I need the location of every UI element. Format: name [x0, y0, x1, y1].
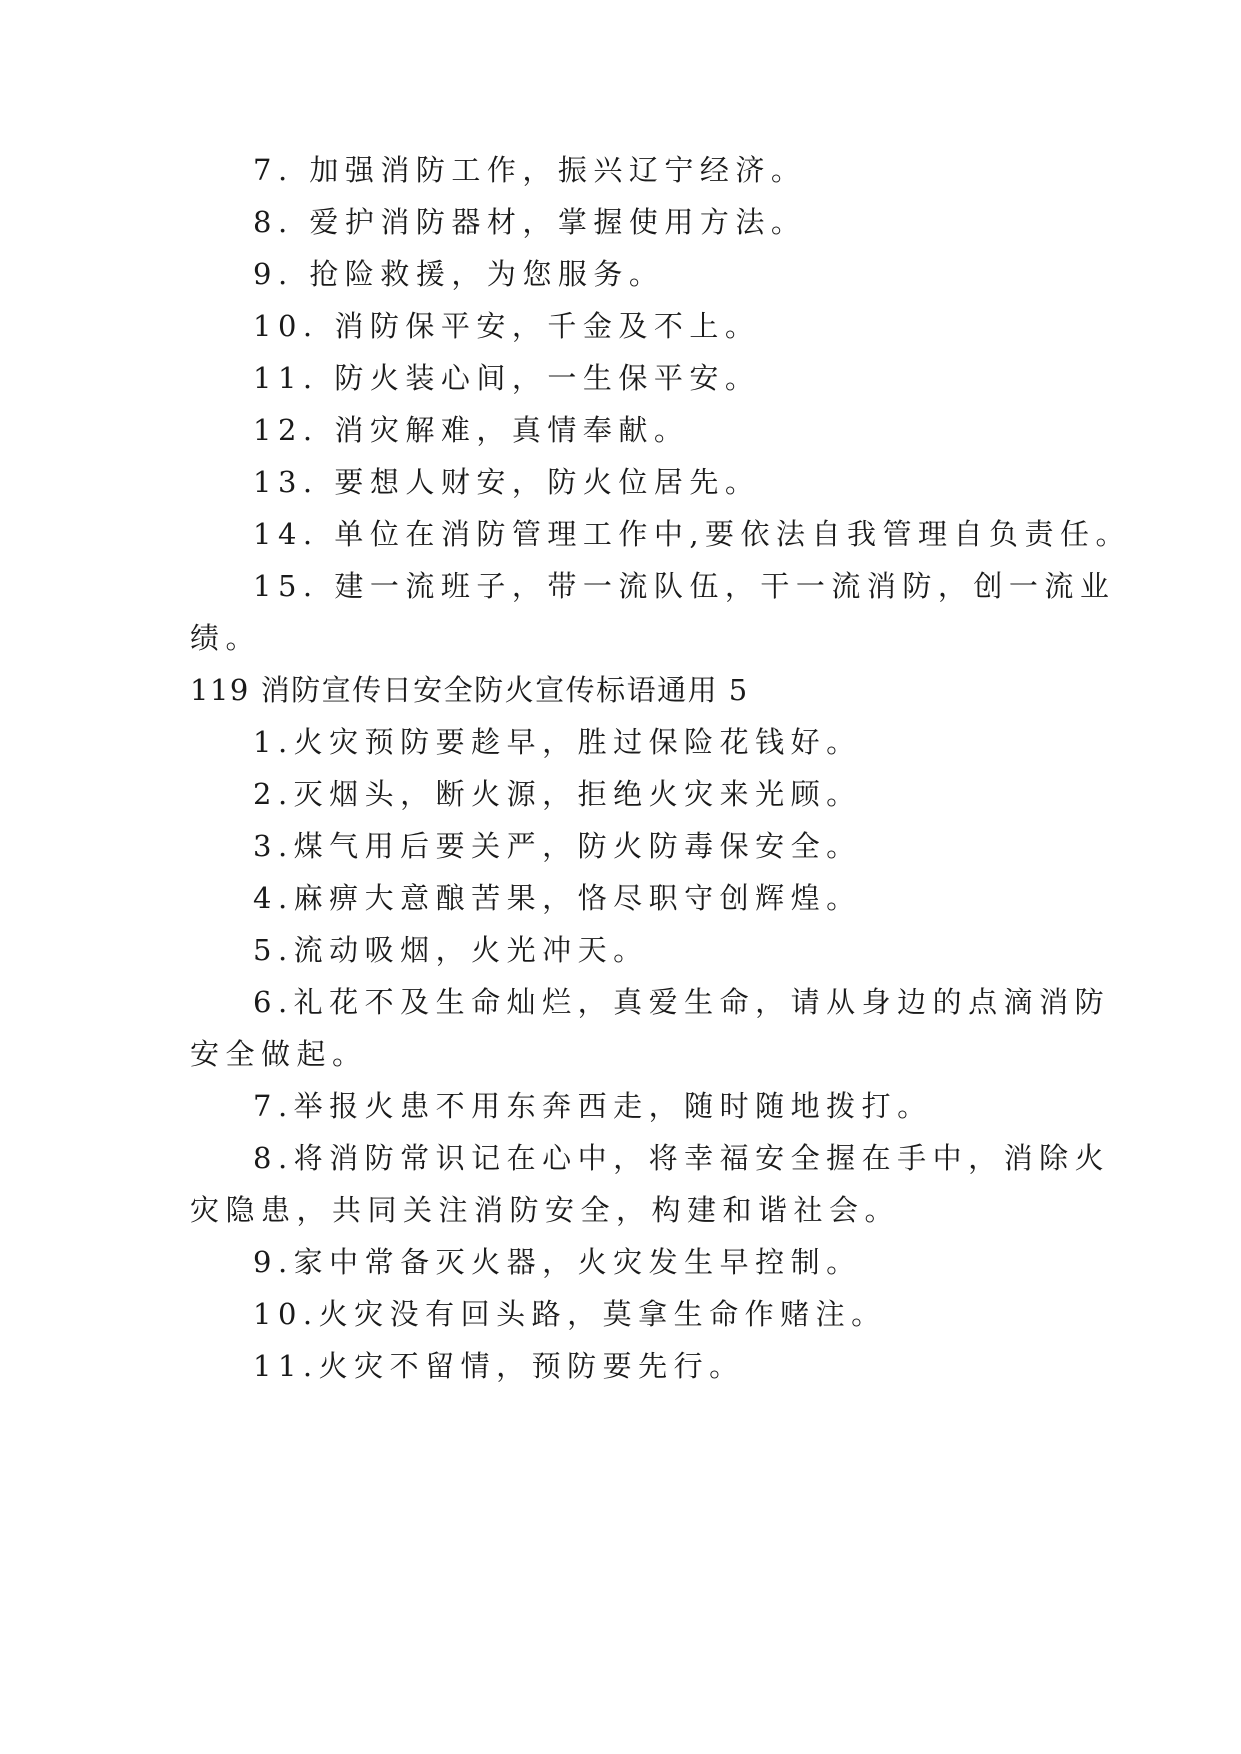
- text-line: 14. 单位在消防管理工作中,要依法自我管理自负责任。: [253, 517, 1132, 551]
- text-line: 10.火灾没有回头路，莫拿生命作赌注。: [253, 1297, 887, 1331]
- text-line: 9.家中常备灭火器，火灾发生早控制。: [253, 1245, 862, 1279]
- text-line: 11. 防火装心间，一生保平安。: [253, 361, 761, 395]
- text-line: 8. 爱护消防器材，掌握使用方法。: [253, 205, 807, 239]
- text-line: 安全做起。: [190, 1037, 368, 1071]
- text-line: 4.麻痹大意酿苦果，恪尽职守创辉煌。: [253, 881, 862, 915]
- text-line: 绩。: [190, 621, 262, 655]
- text-line: 9. 抢险救援，为您服务。: [253, 257, 665, 291]
- text-line: 11.火灾不留情，预防要先行。: [253, 1349, 745, 1383]
- text-line: 15. 建一流班子，带一流队伍，干一流消防，创一流业: [253, 569, 1116, 603]
- text-line: 10. 消防保平安，千金及不上。: [253, 309, 761, 343]
- text-line: 3.煤气用后要关严，防火防毒保安全。: [253, 829, 862, 863]
- text-line: 1.火灾预防要趁早，胜过保险花钱好。: [253, 725, 862, 759]
- text-line: 7. 加强消防工作，振兴辽宁经济。: [253, 153, 807, 187]
- text-line: 7.举报火患不用东奔西走，随时随地拨打。: [253, 1089, 933, 1123]
- text-line: 6.礼花不及生命灿烂，真爱生命，请从身边的点滴消防: [253, 985, 1111, 1019]
- text-line: 灾隐患，共同关注消防安全，构建和谐社会。: [190, 1193, 901, 1227]
- text-line: 8.将消防常识记在心中，将幸福安全握在手中，消除火: [253, 1141, 1111, 1175]
- text-line: 13. 要想人财安，防火位居先。: [253, 465, 761, 499]
- text-line: 12. 消灾解难，真情奉献。: [253, 413, 690, 447]
- text-line: 2.灭烟头，断火源，拒绝火灾来光顾。: [253, 777, 862, 811]
- text-line: 5.流动吸烟，火光冲天。: [253, 933, 649, 967]
- section-heading: 119 消防宣传日安全防火宣传标语通用 5: [190, 673, 749, 707]
